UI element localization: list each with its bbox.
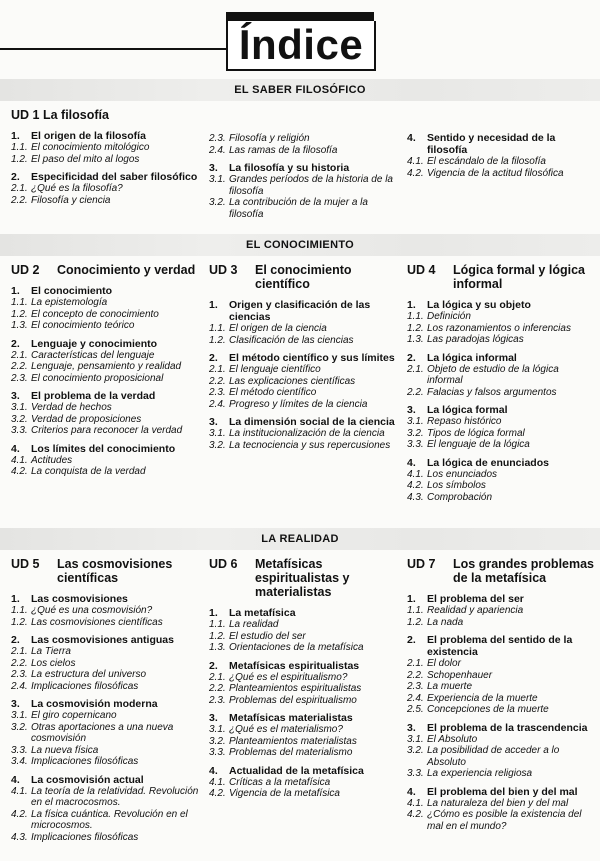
subsection: 1.1. La realidad: [209, 619, 279, 630]
subsection: 4.1. Críticas a la metafísica: [209, 776, 331, 788]
unit-number: UD 6: [209, 557, 238, 571]
subsection: 4.1. Los enunciados: [407, 468, 498, 480]
subsection: 4.2. La conquista de la verdad: [11, 466, 146, 477]
section-heading: 3. El problema de la trascendencia: [407, 721, 588, 734]
section-heading: 3. Metafísicas materialistas: [209, 712, 353, 724]
subsection: 2.3. La muerte: [407, 681, 473, 692]
subsection: 3.1. El Absoluto: [407, 733, 478, 745]
header-bar: [226, 12, 374, 21]
section-band-label: LA REALIDAD: [261, 533, 339, 545]
unit-number: UD 7: [407, 557, 436, 571]
section-band-conocimiento: [0, 234, 600, 256]
subsection: 2.4. Implicaciones filosóficas: [11, 680, 139, 692]
subsection: 4.2. La física cuántica. Revolución en el microcosmos.: [11, 808, 188, 831]
subsection: 3.2. La posibilidad de acceder a lo Absoluto: [407, 745, 560, 768]
subsection: 1.2. Las cosmovisiones científicas: [11, 616, 163, 628]
unit-heading: [407, 263, 597, 291]
subsection: 1.1. El conocimiento mitológico: [11, 142, 150, 153]
subsection: 1.3. El conocimiento teórico: [11, 320, 135, 331]
subsection: 3.1. ¿Qué es el materialismo?: [209, 724, 343, 735]
unit-ud5: [11, 557, 201, 843]
subsection: 1.2. Los razonamientos o inferencias: [407, 322, 571, 334]
section-heading: 4. La lógica de enunciados: [407, 456, 549, 469]
section-heading: 3. La lógica formal: [407, 404, 508, 416]
section-heading: 4. Los límites del conocimiento: [11, 442, 176, 455]
section-heading: 2. El método científico y sus límites: [209, 352, 395, 364]
subsection: 2.1. El dolor: [407, 658, 461, 669]
subsection: 3.3. La nueva física: [11, 744, 99, 756]
subsection: 3.3. El lenguaje de la lógica: [407, 439, 530, 450]
unit-heading: [209, 263, 399, 291]
section-heading: 4. El problema del bien y del mal: [407, 785, 578, 798]
subsection: 3.1. Repaso histórico: [407, 416, 502, 427]
section-heading: 2. Metafísicas espiritualistas: [209, 659, 360, 672]
subsection: 2.4. Progreso y límites de la ciencia: [209, 398, 368, 410]
unit-ud6: [209, 557, 399, 800]
subsection: 2.1. El lenguaje científico: [209, 364, 321, 375]
section-band-label: EL CONOCIMIENTO: [246, 239, 354, 251]
subsection: 4.1. La naturaleza del bien y del mal: [407, 797, 569, 809]
subsection: 4.2. Vigencia de la metafísica: [209, 788, 340, 799]
unit-number: UD 4: [407, 263, 436, 277]
subsection: 4.3. Comprobación: [407, 491, 493, 503]
subsection: 2.2. Falacias y falsos argumentos: [407, 386, 557, 398]
subsection: 1.1. ¿Qué es una cosmovisión?: [11, 605, 153, 616]
subsection: 2.3. El conocimiento proposicional: [11, 372, 164, 384]
section-heading: 1. Origen y clasificación de las ciencias: [209, 299, 371, 323]
subsection: 1.1. Definición: [407, 311, 471, 322]
subsection: 2.2. Lenguaje, pensamiento y realidad: [11, 361, 182, 372]
unit-title: Las cosmovisiones científicas: [57, 557, 173, 585]
subsection: 3.2. La tecnociencia y sus repercusiones: [209, 439, 391, 451]
subsection: 4.3. Implicaciones filosóficas: [11, 831, 139, 843]
unit-number: UD 1: [11, 108, 40, 122]
subsection: 3.1. Verdad de hechos: [11, 402, 112, 413]
subsection: 1.2. El estudio del ser: [209, 630, 306, 642]
unit-heading: [209, 557, 399, 599]
section-heading: 2. Lenguaje y conocimiento: [11, 337, 158, 350]
subsection: 4.2. Los símbolos: [407, 480, 486, 491]
unit-title: La filosofía: [42, 108, 109, 122]
unit-ud1-cont2: [407, 126, 597, 179]
subsection: 2.2. Schopenhauer: [407, 669, 493, 681]
section-heading: 2. Especificidad del saber filosófico: [11, 171, 198, 183]
subsection: 2.2. Los cielos: [11, 657, 76, 669]
unit-title: Los grandes problemas de la metafísica: [453, 557, 595, 585]
unit-heading: [11, 557, 201, 585]
subsection: 3.3. Criterios para reconocer la verdad: [11, 425, 183, 436]
section-heading: 4. Sentido y necesidad de la filosofía: [407, 132, 556, 156]
subsection: 2.2. Las explicaciones científicas: [209, 375, 356, 387]
section-heading: 1. Las cosmovisiones: [11, 593, 128, 605]
subsection: 1.2. Clasificación de las ciencias: [209, 334, 354, 346]
subsection: 2.4. Las ramas de la filosofía: [209, 144, 338, 156]
subsection: 2.4. Experiencia de la muerte: [407, 692, 538, 704]
subsection: 3.3. Problemas del materialismo: [209, 747, 353, 758]
subsection: 2.1. ¿Qué es la filosofía?: [11, 183, 123, 194]
subsection: 3.2. Verdad de proposiciones: [11, 413, 142, 425]
subsection: 2.2. Filosofía y ciencia: [11, 194, 111, 206]
section-band-saber: [0, 79, 600, 101]
section-heading: 2. El problema del sentido de la existencia: [407, 634, 573, 658]
unit-title: Conocimiento y verdad: [57, 263, 196, 277]
unit-number: UD 2: [11, 263, 40, 277]
subsection: 3.3. La experiencia religiosa: [407, 768, 533, 779]
subsection: 1.3. Orientaciones de la metafísica: [209, 642, 364, 653]
unit-ud1-cont: [209, 133, 399, 220]
subsection: 3.2. La contribución de la mujer a la filosofía: [209, 197, 368, 220]
subsection: 4.1. La teoría de la relatividad. Revolución en el macrocosmos.: [11, 785, 199, 808]
section-band-realidad: [0, 528, 600, 550]
subsection: 2.3. Problemas del espiritualismo: [209, 694, 357, 706]
section-heading: 4. Actualidad de la metafísica: [209, 764, 364, 777]
section-heading: 2. Las cosmovisiones antiguas: [11, 634, 174, 646]
subsection: 4.1. Actitudes: [11, 454, 73, 466]
subsection: 4.2. ¿Cómo es posible la existencia del mal en el mundo?: [407, 809, 582, 832]
subsection: 2.1. Objeto de estudio de la lógica informal: [407, 363, 559, 386]
subsection: 2.2. Planteamientos espiritualistas: [209, 683, 362, 694]
page-title: Índice: [238, 21, 364, 68]
unit-heading: [11, 108, 211, 122]
subsection: 3.1. Grandes períodos de la historia de la filosofía: [209, 174, 393, 197]
section-heading: 1. El conocimiento: [11, 285, 113, 297]
section-heading: 3. La filosofía y su historia: [209, 162, 350, 174]
subsection: 4.2. Vigencia de la actitud filosófica: [407, 167, 564, 179]
subsection: 2.3. El método científico: [209, 387, 317, 398]
subsection: 1.2. El paso del mito al logos: [11, 153, 140, 165]
subsection: 1.2. El concepto de conocimiento: [11, 308, 159, 320]
section-heading: 4. La cosmovisión actual: [11, 773, 144, 786]
subsection: 3.1. El giro copernicano: [11, 710, 117, 721]
subsection: 3.2. Tipos de lógica formal: [407, 427, 525, 439]
unit-heading: [11, 263, 201, 277]
subsection: 3.4. Implicaciones filosóficas: [11, 756, 139, 767]
header-rule: [0, 48, 226, 50]
unit-title: El conocimiento científico: [255, 263, 352, 291]
section-heading: 3. La cosmovisión moderna: [11, 698, 158, 710]
subsection: 1.1. El origen de la ciencia: [209, 323, 327, 334]
unit-ud3: [209, 263, 399, 451]
unit-title: Metafísicas espiritualistas y materialistas: [255, 557, 350, 599]
subsection: 1.2. La nada: [407, 616, 464, 628]
section-heading: 1. El origen de la filosofía: [11, 130, 146, 142]
subsection: 1.3. Las paradojas lógicas: [407, 334, 524, 345]
subsection: 1.1. La epistemología: [11, 297, 108, 308]
unit-ud4: [407, 263, 597, 503]
subsection: 4.1. El escándalo de la filosofía: [407, 156, 546, 167]
subsection: 3.1. La institucionalización de la ciencia: [209, 428, 385, 439]
unit-number: UD 3: [209, 263, 238, 277]
subsection: 2.5. Concepciones de la muerte: [407, 704, 549, 715]
subsection: 2.3. La estructura del universo: [11, 669, 147, 680]
subsection: 2.1. La Tierra: [11, 646, 71, 657]
section-heading: 3. El problema de la verdad: [11, 390, 156, 402]
section-heading: 2. La lógica informal: [407, 351, 517, 364]
unit-title: Lógica formal y lógica informal: [453, 263, 585, 291]
section-heading: 1. La metafísica: [209, 607, 296, 619]
subsection: 1.1. Realidad y apariencia: [407, 605, 524, 616]
section-heading: 3. La dimensión social de la ciencia: [209, 416, 395, 428]
unit-number: UD 5: [11, 557, 40, 571]
unit-ud1: [11, 108, 211, 206]
subsection: 3.2. Planteamientos materialistas: [209, 735, 357, 747]
unit-ud7: [407, 557, 597, 832]
subsection: 3.2. Otras aportaciones a una nueva cosmovisión: [11, 721, 174, 744]
unit-ud2: [11, 263, 201, 478]
unit-heading: [407, 557, 597, 585]
subsection: 2.3. Filosofía y religión: [209, 133, 310, 144]
subsection: 2.1. Características del lenguaje: [11, 349, 155, 361]
subsection: 2.1. ¿Qué es el espiritualismo?: [209, 671, 348, 683]
section-band-label: EL SABER FILOSÓFICO: [234, 84, 366, 96]
header-box: [226, 21, 376, 71]
section-heading: 1. El problema del ser: [407, 593, 524, 605]
section-heading: 1. La lógica y su objeto: [407, 299, 531, 311]
